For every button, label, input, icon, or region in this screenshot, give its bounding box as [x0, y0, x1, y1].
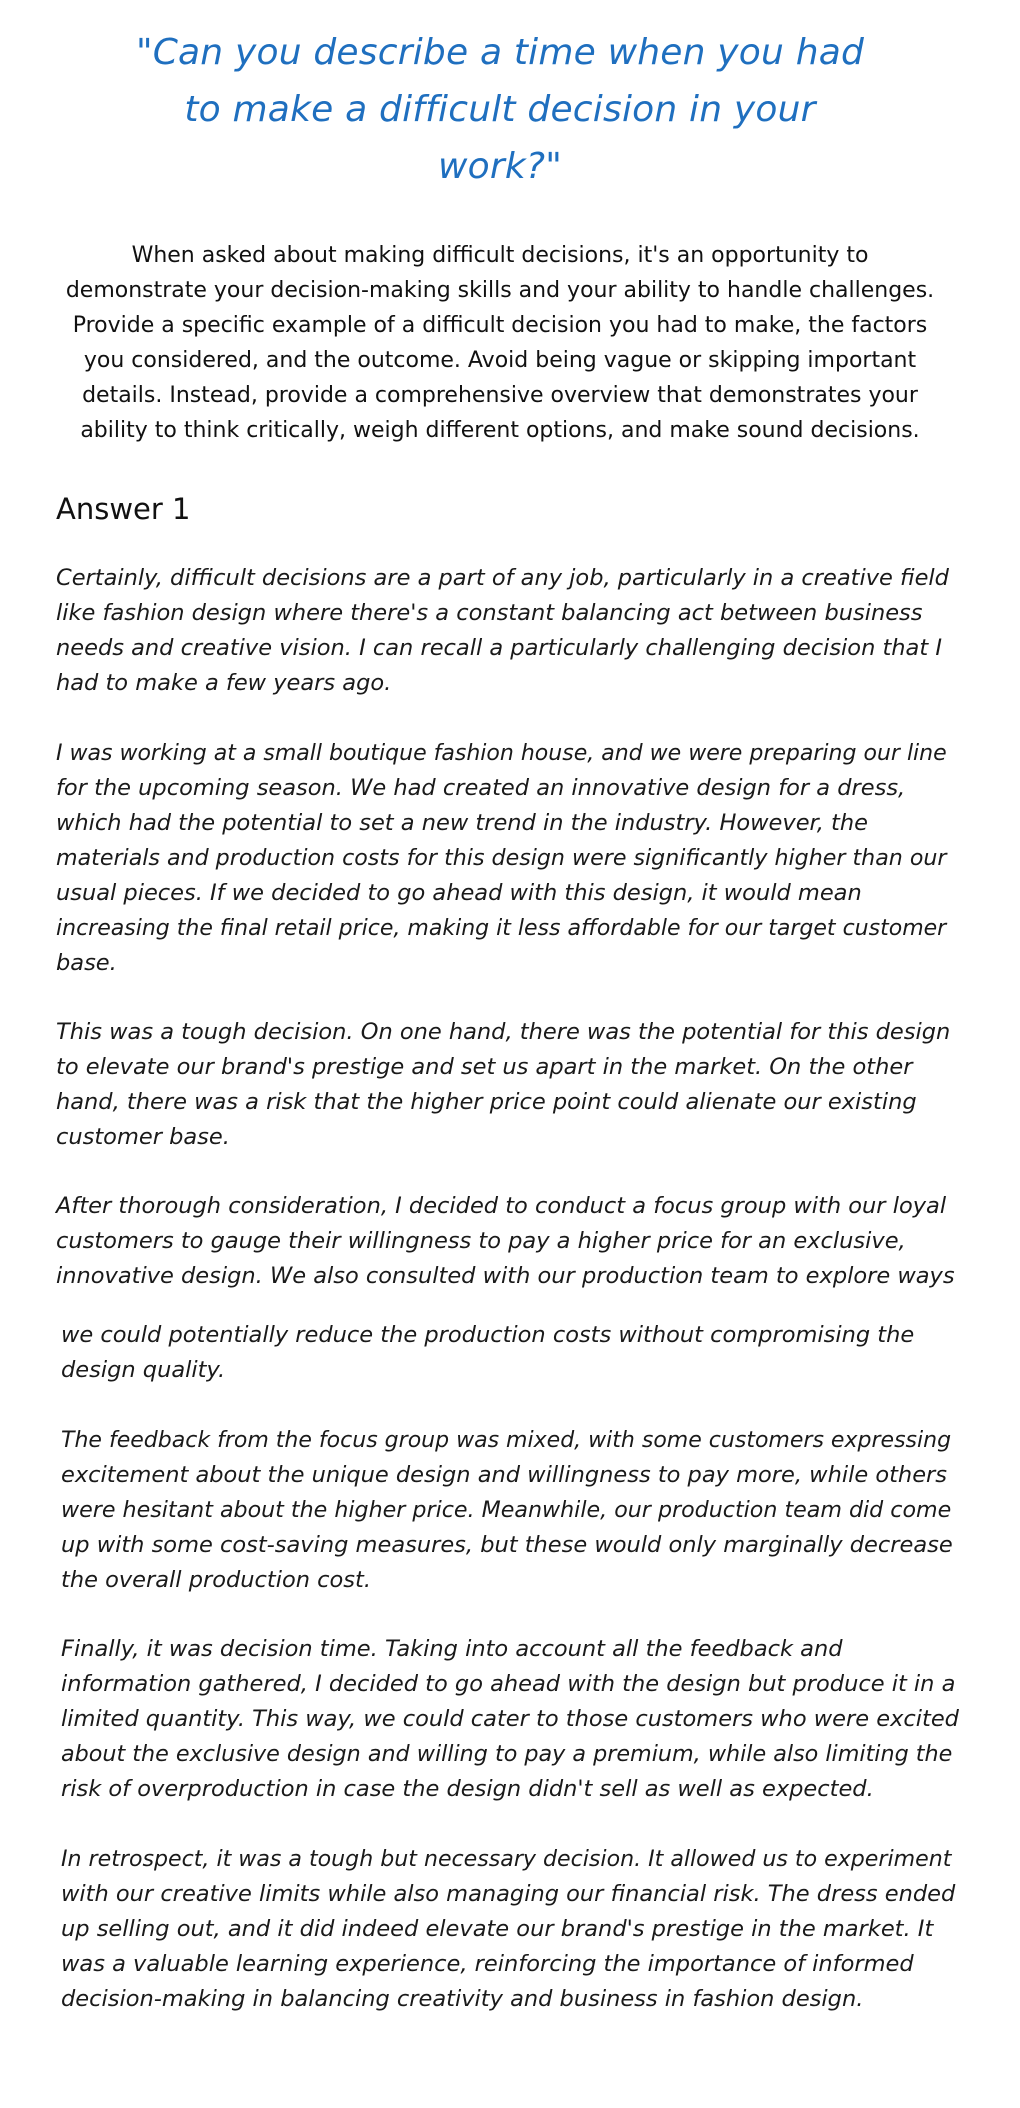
answer-line: After thorough consideration, I decided to conduct a focus group with our loyal — [56, 1193, 947, 1219]
answer-line: The feedback from the focus group was mixed, with some customers expressing — [61, 1428, 952, 1453]
answer-line: Certainly, difficult decisions are a part of any job, particularly in a creative field — [56, 565, 949, 591]
answer-line: In retrospect, it was a tough but necessary decision. It allowed us to experiment — [61, 1846, 952, 1872]
answer-paragraph — [56, 561, 956, 701]
answer-line: to elevate our brand's prestige and set us apart in the market. On the other — [56, 1054, 913, 1080]
question-heading — [130, 24, 870, 195]
answer-line: we could potentially reduce the production costs without compromising the — [61, 1322, 915, 1348]
answer-paragraph — [56, 1015, 956, 1155]
answer-line: which had the potential to set a new trend in the industry. However, the — [56, 810, 868, 836]
answer-line: like fashion design where there's a constant balancing act between business — [56, 600, 923, 626]
answer-line: hand, there was a risk that the higher price point could alienate our existing — [56, 1089, 917, 1115]
answer-paragraph — [61, 1423, 961, 1598]
answer-line: up selling out, and it did indeed elevate our brand's prestige in the market. It — [61, 1916, 934, 1942]
answer-line: Finally, it was decision time. Taking into account all the feedback and — [61, 1636, 843, 1662]
intro-line: you considered, and the outcome. Avoid being vague or skipping important — [83, 348, 917, 373]
answer-line: innovative design. We also consulted with our production team to explore ways — [56, 1263, 955, 1289]
answer-line: customers to gauge their willingness to pay a higher price for an exclusive, — [56, 1228, 906, 1254]
answer-line: needs and creative vision. I can recall a particularly challenging decision that I — [56, 635, 942, 661]
answer-line: decision-making in balancing creativity and business in fashion design. — [61, 1986, 864, 2012]
question-line: to make a difficult decision in your — [184, 89, 816, 130]
answer-line: up with some cost-saving measures, but these would only marginally decrease — [61, 1532, 953, 1558]
answer-line: design quality. — [61, 1357, 226, 1383]
answer-line: excitement about the unique design and willingness to pay more, while others — [61, 1462, 948, 1488]
answer-line: limited quantity. This way, we could cater to those customers who were excited — [61, 1706, 959, 1732]
answer-line: risk of overproduction in case the design didn't sell as well as expected. — [61, 1776, 874, 1802]
answer-line: about the exclusive design and willing to pay a premium, while also limiting the — [61, 1741, 953, 1767]
answer-line: I was working at a small boutique fashion house, and we were preparing our line — [56, 741, 947, 766]
answer-line: were hesitant about the higher price. Meanwhile, our production team did come — [61, 1497, 952, 1523]
question-line: work?" — [438, 146, 562, 187]
question-line: "Can you describe a time when you had — [135, 32, 865, 73]
intro-line: ability to think critically, weigh different options, and make sound decisions. — [80, 418, 920, 443]
answer-paragraph — [61, 1632, 961, 1807]
answer-line: for the upcoming season. We had created an innovative design for a dress, — [56, 775, 906, 801]
answer-line: usual pieces. If we decided to go ahead with this design, it would mean — [56, 880, 862, 906]
answer-paragraph — [56, 736, 956, 981]
answer-line: This was a tough decision. On one hand, there was the potential for this design — [56, 1019, 951, 1045]
intro-line: When asked about making difficult decisions, it's an opportunity to — [131, 243, 869, 268]
answer-paragraph — [56, 1189, 956, 1294]
answer-line: had to make a few years ago. — [56, 670, 392, 696]
answer-line: increasing the final retail price, making it less affordable for our target customer — [56, 916, 947, 941]
intro-line: Provide a specific example of a difficult decision you had to make, the factors — [72, 313, 928, 338]
answer-line: materials and production costs for this design were significantly higher than our — [56, 845, 947, 871]
answer-line: was a valuable learning experience, reinforcing the importance of informed — [61, 1951, 914, 1977]
intro-line: demonstrate your decision-making skills and your ability to handle challenges. — [65, 278, 935, 303]
answer-paragraph — [61, 1842, 961, 2017]
answer-paragraph — [61, 1318, 961, 1388]
answer-line: customer base. — [56, 1124, 230, 1150]
answer-line: information gathered, I decided to go ahead with the design but produce it in a — [61, 1671, 956, 1697]
answer-line: the overall production cost. — [61, 1567, 371, 1593]
intro-line: details. Instead, provide a comprehensive overview that demonstrates your — [82, 383, 918, 408]
answer-line: base. — [56, 950, 117, 976]
answer-line: with our creative limits while also managing our financial risk. The dress ended — [61, 1881, 956, 1907]
intro-paragraph — [60, 238, 940, 448]
answer-heading: Answer 1 — [56, 492, 191, 526]
